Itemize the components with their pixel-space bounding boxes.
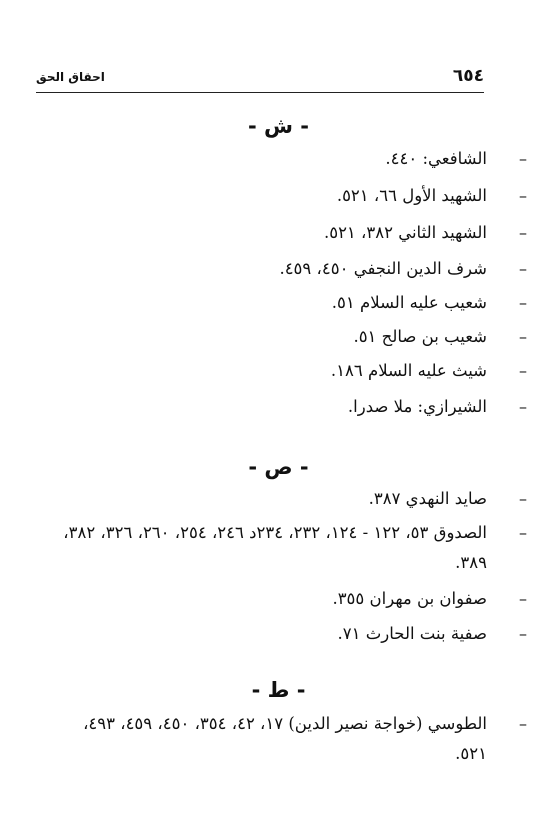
entry-dash: – bbox=[519, 397, 527, 416]
entry-dash: – bbox=[519, 361, 527, 380]
entry-dash: – bbox=[519, 589, 527, 608]
entry-dash: – bbox=[519, 624, 527, 643]
entry-dash: – bbox=[519, 714, 527, 733]
index-entry: – شعيب بن صالح ٥١. bbox=[353, 322, 487, 352]
section-heading-sheen: - ش - bbox=[247, 114, 310, 138]
entry-dash: – bbox=[519, 327, 527, 346]
entry-dash: – bbox=[519, 186, 527, 205]
index-entry: – شعيب عليه السلام ٥١. bbox=[332, 288, 487, 318]
index-entry: – الطوسي (خواجة نصير الدين) ١٧، ٤٢، ٣٥٤، ٤٥٠، ٤٥٩، ٤٩٣، ٥٢١. bbox=[57, 709, 487, 769]
index-entry: – شيث عليه السلام ١٨٦. bbox=[331, 356, 487, 386]
entry-dash: – bbox=[519, 293, 527, 312]
page-header bbox=[36, 66, 484, 93]
index-entry: – شرف الدين النجفي ٤٥٠، ٤٥٩. bbox=[279, 254, 487, 284]
index-entry: – صفوان بن مهران ٣٥٥. bbox=[332, 584, 487, 614]
book-title: احقاق الحق bbox=[36, 70, 105, 84]
entry-dash: – bbox=[519, 523, 527, 542]
index-entry: – الشهيد الأول ٦٦، ٥٢١. bbox=[337, 181, 487, 211]
index-entry: – الشافعي: ٤٤٠. bbox=[385, 144, 487, 174]
section-heading-taa: - ط - bbox=[251, 678, 306, 702]
entry-dash: – bbox=[519, 149, 527, 168]
entry-dash: – bbox=[519, 259, 527, 278]
index-entry: – صايد النهدي ٣٨٧. bbox=[369, 484, 487, 514]
page-number: ٦٥٤ bbox=[452, 66, 484, 86]
section-heading-saad: - ص - bbox=[248, 455, 309, 479]
entry-dash: – bbox=[519, 489, 527, 508]
index-entry: – الشهيد الثاني ٣٨٢، ٥٢١. bbox=[324, 218, 487, 248]
index-entry: – صفية بنت الحارث ٧١. bbox=[338, 619, 487, 649]
entry-dash: – bbox=[519, 223, 527, 242]
index-entry: – الصدوق ٥٣، ١٢٢ - ١٢٤، ٢٣٢، ٢٣٤د ٢٤٦، ٢٥٤، ٢٦٠، ٣٢٦، ٣٨٢، ٣٨٩. bbox=[57, 518, 487, 578]
index-entry: – الشيرازي: ملا صدرا. bbox=[348, 392, 487, 422]
